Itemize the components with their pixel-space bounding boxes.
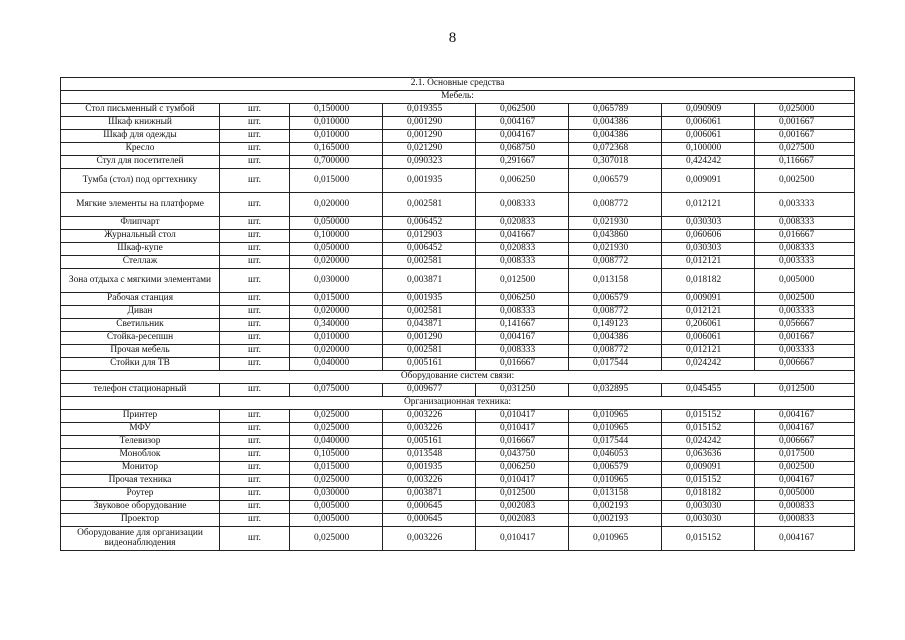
table-row xyxy=(61,501,855,514)
value-cell: 0,006579 xyxy=(569,169,662,193)
item-name: Стойки для ТВ xyxy=(61,358,220,371)
group-heading: Мебель: xyxy=(61,91,855,104)
value-cell: 0,291667 xyxy=(476,156,569,169)
table-row xyxy=(61,117,855,130)
value-cell: 0,010000 xyxy=(290,332,383,345)
value-cell: 0,025000 xyxy=(755,104,855,117)
value-cell: 0,006061 xyxy=(662,130,755,143)
value-cell: 0,010000 xyxy=(290,117,383,130)
table-row xyxy=(61,410,855,423)
table-row xyxy=(61,514,855,527)
value-cell: 0,005000 xyxy=(290,514,383,527)
item-name: Моноблок xyxy=(61,449,220,462)
value-cell: 0,013548 xyxy=(383,449,476,462)
value-cell: 0,025000 xyxy=(290,475,383,488)
value-cell: 0,016667 xyxy=(476,436,569,449)
value-cell: 0,024242 xyxy=(662,358,755,371)
item-unit: шт. xyxy=(220,319,290,332)
item-name: Проектор xyxy=(61,514,220,527)
value-cell: 0,012903 xyxy=(383,230,476,243)
item-unit: шт. xyxy=(220,475,290,488)
table-row xyxy=(61,269,855,293)
item-name: Мягкие элементы на платформе xyxy=(61,193,220,217)
value-cell: 0,016667 xyxy=(755,230,855,243)
value-cell: 0,002500 xyxy=(755,293,855,306)
value-cell: 0,005000 xyxy=(755,269,855,293)
value-cell: 0,001290 xyxy=(383,332,476,345)
page-number: 8 xyxy=(448,30,457,46)
item-name: Зона отдыха с мягкими элементами xyxy=(61,269,220,293)
item-unit: шт. xyxy=(220,527,290,551)
value-cell: 0,105000 xyxy=(290,449,383,462)
value-cell: 0,020000 xyxy=(290,306,383,319)
value-cell: 0,016667 xyxy=(476,358,569,371)
value-cell: 0,004167 xyxy=(755,475,855,488)
value-cell: 0,004167 xyxy=(476,117,569,130)
value-cell: 0,100000 xyxy=(662,143,755,156)
value-cell: 0,013158 xyxy=(569,488,662,501)
item-unit: шт. xyxy=(220,501,290,514)
table-row xyxy=(61,217,855,230)
value-cell: 0,050000 xyxy=(290,217,383,230)
value-cell: 0,008333 xyxy=(476,345,569,358)
table-row xyxy=(61,243,855,256)
table-row xyxy=(61,345,855,358)
value-cell: 0,010965 xyxy=(569,410,662,423)
value-cell: 0,001290 xyxy=(383,117,476,130)
value-cell: 0,030303 xyxy=(662,217,755,230)
value-cell: 0,012500 xyxy=(476,488,569,501)
item-name: Стойка-ресепшн xyxy=(61,332,220,345)
value-cell: 0,006667 xyxy=(755,358,855,371)
item-unit: шт. xyxy=(220,514,290,527)
value-cell: 0,003333 xyxy=(755,345,855,358)
value-cell: 0,008772 xyxy=(569,256,662,269)
value-cell: 0,046053 xyxy=(569,449,662,462)
value-cell: 0,002500 xyxy=(755,462,855,475)
value-cell: 0,002500 xyxy=(755,169,855,193)
item-unit: шт. xyxy=(220,117,290,130)
value-cell: 0,062500 xyxy=(476,104,569,117)
item-name: Прочая мебель xyxy=(61,345,220,358)
value-cell: 0,003333 xyxy=(755,193,855,217)
value-cell: 0,043750 xyxy=(476,449,569,462)
item-unit: шт. xyxy=(220,104,290,117)
item-name: телефон стационарный xyxy=(61,384,220,397)
value-cell: 0,015000 xyxy=(290,293,383,306)
value-cell: 0,002581 xyxy=(383,306,476,319)
value-cell: 0,003226 xyxy=(383,423,476,436)
table-row xyxy=(61,436,855,449)
value-cell: 0,015152 xyxy=(662,423,755,436)
item-unit: шт. xyxy=(220,462,290,475)
table-row xyxy=(61,104,855,117)
value-cell: 0,700000 xyxy=(290,156,383,169)
item-unit: шт. xyxy=(220,436,290,449)
item-unit: шт. xyxy=(220,332,290,345)
value-cell: 0,010965 xyxy=(569,527,662,551)
value-cell: 0,006667 xyxy=(755,436,855,449)
value-cell: 0,000645 xyxy=(383,501,476,514)
table-row xyxy=(61,156,855,169)
value-cell: 0,006452 xyxy=(383,217,476,230)
item-name: Стол письменный с тумбой xyxy=(61,104,220,117)
item-unit: шт. xyxy=(220,306,290,319)
value-cell: 0,017500 xyxy=(755,449,855,462)
table-row xyxy=(61,449,855,462)
value-cell: 0,041667 xyxy=(476,230,569,243)
value-cell: 0,008772 xyxy=(569,306,662,319)
item-name: Монитор xyxy=(61,462,220,475)
value-cell: 0,018182 xyxy=(662,488,755,501)
value-cell: 0,017544 xyxy=(569,358,662,371)
value-cell: 0,090323 xyxy=(383,156,476,169)
value-cell: 0,015000 xyxy=(290,462,383,475)
value-cell: 0,021290 xyxy=(383,143,476,156)
value-cell: 0,008333 xyxy=(755,217,855,230)
value-cell: 0,001935 xyxy=(383,462,476,475)
value-cell: 0,020833 xyxy=(476,243,569,256)
value-cell: 0,002581 xyxy=(383,256,476,269)
table-row xyxy=(61,319,855,332)
value-cell: 0,032895 xyxy=(569,384,662,397)
value-cell: 0,000645 xyxy=(383,514,476,527)
value-cell: 0,005161 xyxy=(383,358,476,371)
table-row xyxy=(61,488,855,501)
item-unit: шт. xyxy=(220,384,290,397)
item-name: Оборудование для организации видеонаблюдения xyxy=(61,527,220,551)
value-cell: 0,004386 xyxy=(569,130,662,143)
value-cell: 0,100000 xyxy=(290,230,383,243)
value-cell: 0,020000 xyxy=(290,193,383,217)
table-row xyxy=(61,462,855,475)
item-name: Принтер xyxy=(61,410,220,423)
value-cell: 0,018182 xyxy=(662,269,755,293)
value-cell: 0,027500 xyxy=(755,143,855,156)
value-cell: 0,008333 xyxy=(476,193,569,217)
value-cell: 0,002083 xyxy=(476,514,569,527)
value-cell: 0,141667 xyxy=(476,319,569,332)
value-cell: 0,003226 xyxy=(383,410,476,423)
value-cell: 0,004167 xyxy=(476,332,569,345)
value-cell: 0,043871 xyxy=(383,319,476,332)
table-row xyxy=(61,384,855,397)
value-cell: 0,003871 xyxy=(383,488,476,501)
table-row xyxy=(61,230,855,243)
item-name: МФУ xyxy=(61,423,220,436)
table-row xyxy=(61,169,855,193)
value-cell: 0,001667 xyxy=(755,130,855,143)
value-cell: 0,004167 xyxy=(755,410,855,423)
value-cell: 0,012121 xyxy=(662,345,755,358)
group-heading: Оборудование систем связи: xyxy=(61,371,855,384)
value-cell: 0,003333 xyxy=(755,256,855,269)
item-name: Шкаф для одежды xyxy=(61,130,220,143)
group-heading: Организационная техника: xyxy=(61,397,855,410)
value-cell: 0,020833 xyxy=(476,217,569,230)
value-cell: 0,008333 xyxy=(755,243,855,256)
value-cell: 0,012121 xyxy=(662,193,755,217)
value-cell: 0,008333 xyxy=(476,306,569,319)
item-name: Шкаф-купе xyxy=(61,243,220,256)
item-unit: шт. xyxy=(220,423,290,436)
value-cell: 0,003333 xyxy=(755,306,855,319)
value-cell: 0,010965 xyxy=(569,475,662,488)
table-row xyxy=(61,143,855,156)
table-row xyxy=(61,130,855,143)
value-cell: 0,005000 xyxy=(755,488,855,501)
value-cell: 0,006061 xyxy=(662,332,755,345)
value-cell: 0,024242 xyxy=(662,436,755,449)
value-cell: 0,002581 xyxy=(383,193,476,217)
value-cell: 0,043860 xyxy=(569,230,662,243)
value-cell: 0,000833 xyxy=(755,501,855,514)
value-cell: 0,010417 xyxy=(476,527,569,551)
item-name: Прочая техника xyxy=(61,475,220,488)
value-cell: 0,001667 xyxy=(755,332,855,345)
value-cell: 0,002083 xyxy=(476,501,569,514)
value-cell: 0,012500 xyxy=(755,384,855,397)
group-heading-row xyxy=(61,371,855,384)
table-row xyxy=(61,527,855,551)
value-cell: 0,009091 xyxy=(662,293,755,306)
item-unit: шт. xyxy=(220,156,290,169)
value-cell: 0,307018 xyxy=(569,156,662,169)
item-unit: шт. xyxy=(220,345,290,358)
value-cell: 0,002581 xyxy=(383,345,476,358)
value-cell: 0,149123 xyxy=(569,319,662,332)
item-unit: шт. xyxy=(220,230,290,243)
item-name: Шкаф книжный xyxy=(61,117,220,130)
group-heading-row xyxy=(61,397,855,410)
table-row xyxy=(61,193,855,217)
value-cell: 0,010417 xyxy=(476,410,569,423)
value-cell: 0,001667 xyxy=(755,117,855,130)
value-cell: 0,000833 xyxy=(755,514,855,527)
value-cell: 0,020000 xyxy=(290,345,383,358)
table-row xyxy=(61,358,855,371)
value-cell: 0,015152 xyxy=(662,410,755,423)
value-cell: 0,165000 xyxy=(290,143,383,156)
item-unit: шт. xyxy=(220,243,290,256)
value-cell: 0,006452 xyxy=(383,243,476,256)
value-cell: 0,008772 xyxy=(569,345,662,358)
item-name: Стеллаж xyxy=(61,256,220,269)
value-cell: 0,001290 xyxy=(383,130,476,143)
value-cell: 0,004386 xyxy=(569,117,662,130)
value-cell: 0,017544 xyxy=(569,436,662,449)
value-cell: 0,009091 xyxy=(662,462,755,475)
value-cell: 0,006579 xyxy=(569,462,662,475)
table-row xyxy=(61,475,855,488)
item-name: Тумба (стол) под оргтехнику xyxy=(61,169,220,193)
value-cell: 0,021930 xyxy=(569,243,662,256)
fixed-assets-table xyxy=(60,77,855,551)
item-unit: шт. xyxy=(220,169,290,193)
value-cell: 0,150000 xyxy=(290,104,383,117)
value-cell: 0,005000 xyxy=(290,501,383,514)
value-cell: 0,010965 xyxy=(569,423,662,436)
value-cell: 0,009677 xyxy=(383,384,476,397)
table-row xyxy=(61,293,855,306)
value-cell: 0,010000 xyxy=(290,130,383,143)
value-cell: 0,040000 xyxy=(290,358,383,371)
item-name: Кресло xyxy=(61,143,220,156)
value-cell: 0,003871 xyxy=(383,269,476,293)
value-cell: 0,004167 xyxy=(755,527,855,551)
value-cell: 0,072368 xyxy=(569,143,662,156)
value-cell: 0,025000 xyxy=(290,527,383,551)
section-title-row xyxy=(61,78,855,91)
value-cell: 0,008772 xyxy=(569,193,662,217)
value-cell: 0,030000 xyxy=(290,488,383,501)
item-unit: шт. xyxy=(220,293,290,306)
value-cell: 0,045455 xyxy=(662,384,755,397)
value-cell: 0,012500 xyxy=(476,269,569,293)
value-cell: 0,068750 xyxy=(476,143,569,156)
value-cell: 0,060606 xyxy=(662,230,755,243)
item-name: Роутер xyxy=(61,488,220,501)
value-cell: 0,006250 xyxy=(476,169,569,193)
value-cell: 0,012121 xyxy=(662,306,755,319)
item-name: Журнальный стол xyxy=(61,230,220,243)
item-unit: шт. xyxy=(220,488,290,501)
value-cell: 0,075000 xyxy=(290,384,383,397)
table-body xyxy=(61,78,855,551)
item-unit: шт. xyxy=(220,449,290,462)
value-cell: 0,116667 xyxy=(755,156,855,169)
value-cell: 0,021930 xyxy=(569,217,662,230)
value-cell: 0,003030 xyxy=(662,501,755,514)
table-row xyxy=(61,256,855,269)
item-unit: шт. xyxy=(220,130,290,143)
value-cell: 0,004167 xyxy=(476,130,569,143)
item-name: Телевизор xyxy=(61,436,220,449)
value-cell: 0,031250 xyxy=(476,384,569,397)
table-row xyxy=(61,306,855,319)
value-cell: 0,001935 xyxy=(383,169,476,193)
value-cell: 0,063636 xyxy=(662,449,755,462)
value-cell: 0,005161 xyxy=(383,436,476,449)
item-name: Звуковое оборудование xyxy=(61,501,220,514)
value-cell: 0,015152 xyxy=(662,475,755,488)
value-cell: 0,006061 xyxy=(662,117,755,130)
item-name: Светильник xyxy=(61,319,220,332)
item-unit: шт. xyxy=(220,358,290,371)
item-unit: шт. xyxy=(220,143,290,156)
value-cell: 0,040000 xyxy=(290,436,383,449)
value-cell: 0,002193 xyxy=(569,514,662,527)
value-cell: 0,009091 xyxy=(662,169,755,193)
value-cell: 0,002193 xyxy=(569,501,662,514)
item-name: Диван xyxy=(61,306,220,319)
table-row xyxy=(61,423,855,436)
item-unit: шт. xyxy=(220,193,290,217)
value-cell: 0,424242 xyxy=(662,156,755,169)
value-cell: 0,010417 xyxy=(476,423,569,436)
value-cell: 0,050000 xyxy=(290,243,383,256)
value-cell: 0,013158 xyxy=(569,269,662,293)
value-cell: 0,025000 xyxy=(290,410,383,423)
item-name: Флипчарт xyxy=(61,217,220,230)
value-cell: 0,001935 xyxy=(383,293,476,306)
value-cell: 0,003226 xyxy=(383,475,476,488)
value-cell: 0,090909 xyxy=(662,104,755,117)
value-cell: 0,340000 xyxy=(290,319,383,332)
item-name: Рабочая станция xyxy=(61,293,220,306)
value-cell: 0,012121 xyxy=(662,256,755,269)
value-cell: 0,004167 xyxy=(755,423,855,436)
value-cell: 0,015000 xyxy=(290,169,383,193)
value-cell: 0,206061 xyxy=(662,319,755,332)
value-cell: 0,008333 xyxy=(476,256,569,269)
value-cell: 0,006579 xyxy=(569,293,662,306)
value-cell: 0,019355 xyxy=(383,104,476,117)
value-cell: 0,003226 xyxy=(383,527,476,551)
value-cell: 0,056667 xyxy=(755,319,855,332)
value-cell: 0,025000 xyxy=(290,423,383,436)
section-title: 2.1. Основные средства xyxy=(61,78,855,91)
value-cell: 0,010417 xyxy=(476,475,569,488)
item-unit: шт. xyxy=(220,410,290,423)
group-heading-row xyxy=(61,91,855,104)
value-cell: 0,015152 xyxy=(662,527,755,551)
value-cell: 0,030000 xyxy=(290,269,383,293)
item-unit: шт. xyxy=(220,217,290,230)
value-cell: 0,003030 xyxy=(662,514,755,527)
item-name: Стул для посетителей xyxy=(61,156,220,169)
value-cell: 0,004386 xyxy=(569,332,662,345)
value-cell: 0,006250 xyxy=(476,462,569,475)
item-unit: шт. xyxy=(220,269,290,293)
value-cell: 0,030303 xyxy=(662,243,755,256)
value-cell: 0,020000 xyxy=(290,256,383,269)
value-cell: 0,006250 xyxy=(476,293,569,306)
table-row xyxy=(61,332,855,345)
value-cell: 0,065789 xyxy=(569,104,662,117)
item-unit: шт. xyxy=(220,256,290,269)
